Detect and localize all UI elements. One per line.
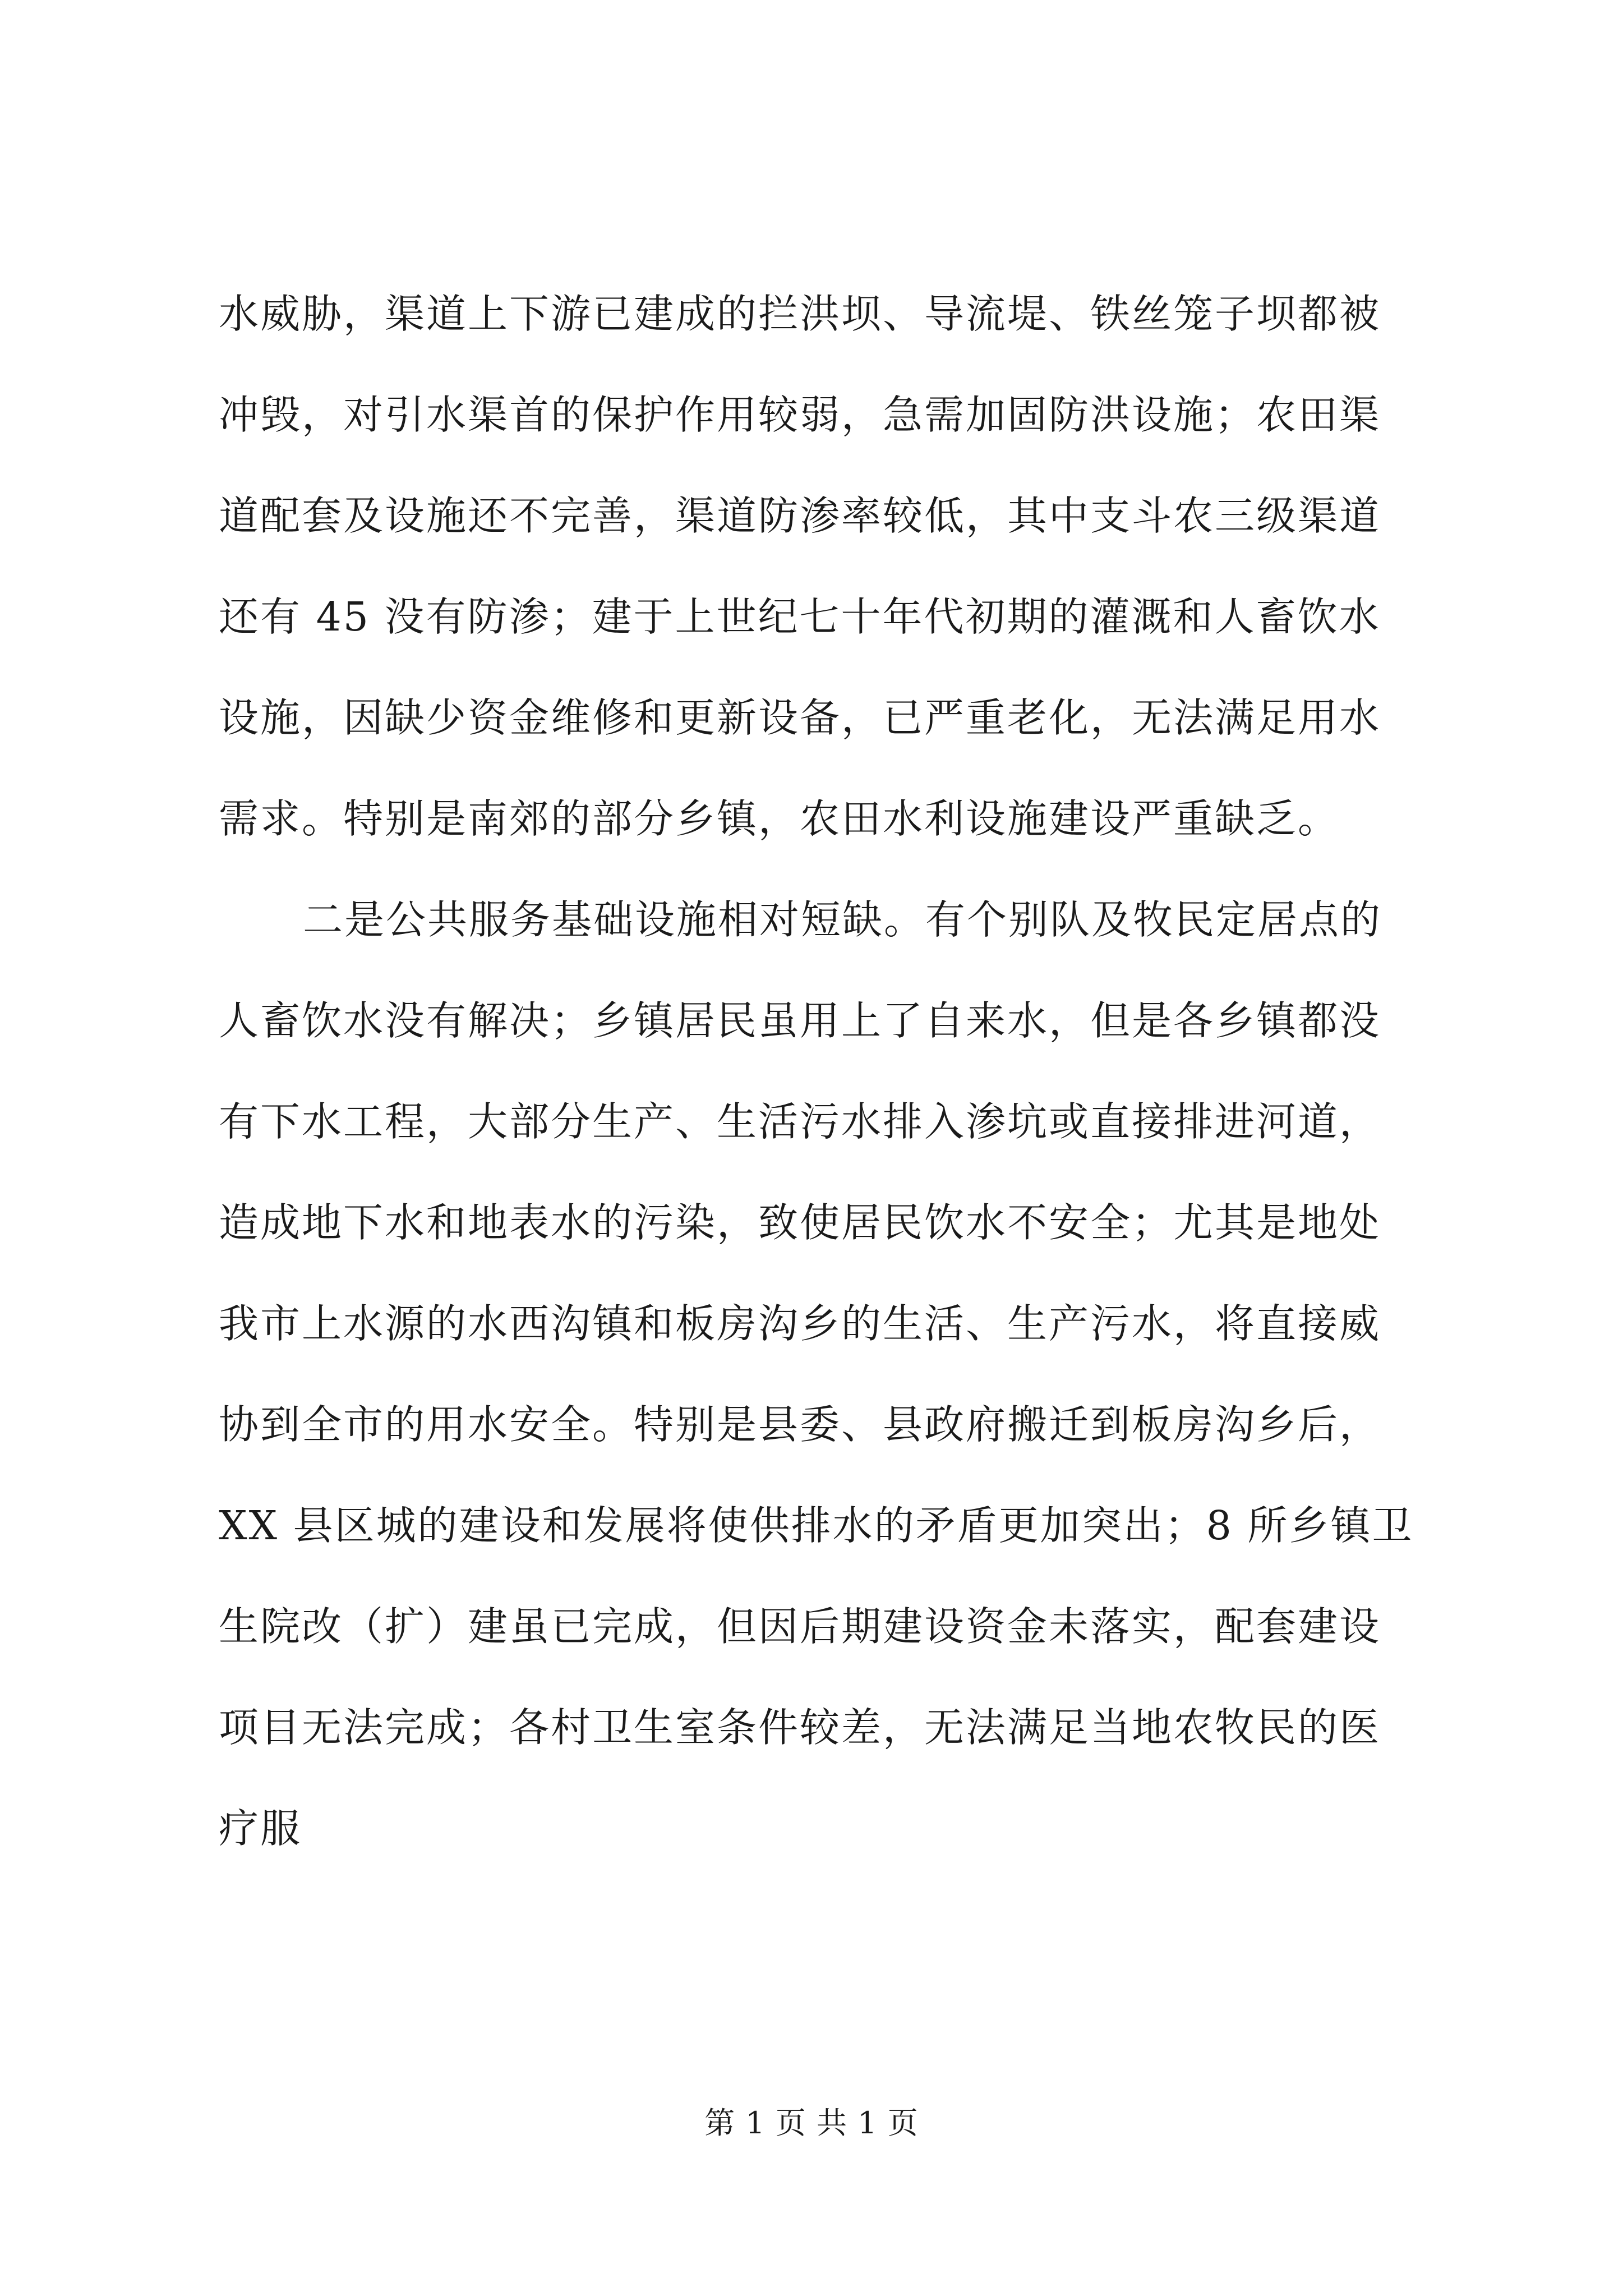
- page-number-label: 第 1 页 共 1 页: [704, 2105, 919, 2141]
- text-line-10: 造成地下水和地表水的污染，致使居民饮水不安全；尤其是地处: [219, 1199, 1381, 1246]
- text-line-5: 设施，因缺少资金维修和更新设备，已严重老化，无法满足用水: [219, 694, 1381, 741]
- text-line-12: 协到全市的用水安全。特别是县委、县政府搬迁到板房沟乡后，: [219, 1401, 1381, 1448]
- text-line-16: 疗服: [219, 1805, 302, 1852]
- document-body: [219, 264, 1419, 1879]
- text-line-7-paragraph-start: 二是公共服务基础设施相对短缺。有个别队及牧民定居点的: [303, 896, 1382, 943]
- text-line-6: 需求。特别是南郊的部分乡镇，农田水利设施建设严重缺乏。: [219, 795, 1340, 842]
- text-line-15: 项目无法完成；各村卫生室条件较差，无法满足当地农牧民的医: [219, 1704, 1381, 1751]
- text-line-14: 生院改（扩）建虽已完成，但因后期建设资金未落实，配套建设: [219, 1603, 1381, 1650]
- text-line-1: 水威胁，渠道上下游已建成的拦洪坝、导流堤、铁丝笼子坝都被: [219, 291, 1381, 337]
- text-line-13: XX 县区城的建设和发展将使供排水的矛盾更加突出；8 所乡镇卫: [219, 1502, 1414, 1549]
- text-line-8: 人畜饮水没有解决；乡镇居民虽用上了自来水，但是各乡镇都没: [219, 997, 1381, 1044]
- text-line-3: 道配套及设施还不完善，渠道防渗率较低，其中支斗农三级渠道: [219, 493, 1381, 539]
- text-line-9: 有下水工程，大部分生产、生活污水排入渗坑或直接排进河道，: [219, 1098, 1381, 1145]
- text-line-2: 冲毁，对引水渠首的保护作用较弱，急需加固防洪设施；农田渠: [219, 392, 1381, 438]
- text-line-11: 我市上水源的水西沟镇和板房沟乡的生活、生产污水，将直接威: [219, 1300, 1381, 1347]
- text-line-4: 还有 45 没有防渗；建于上世纪七十年代初期的灌溉和人畜饮水: [219, 593, 1381, 640]
- page-footer: [0, 2101, 1623, 2146]
